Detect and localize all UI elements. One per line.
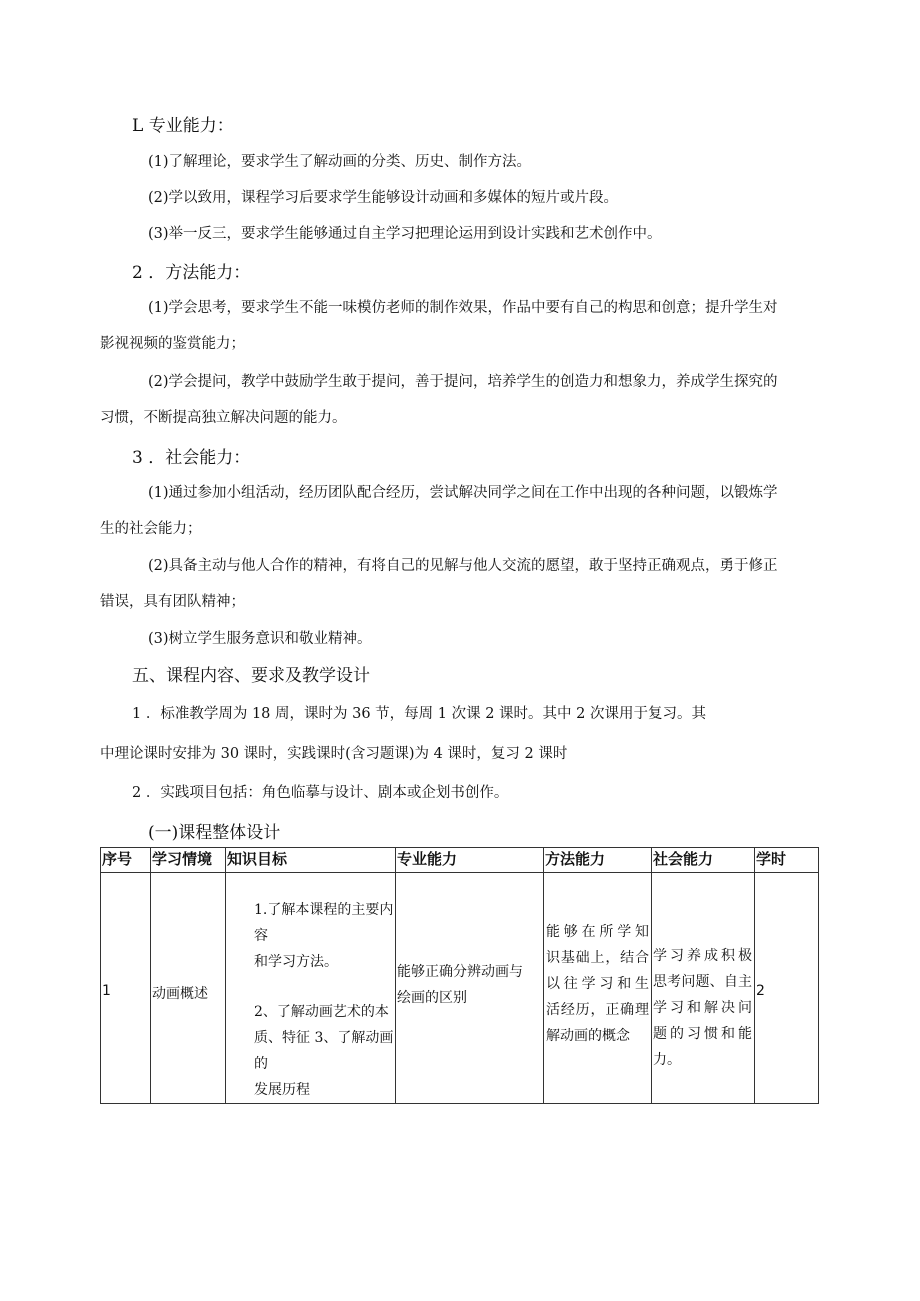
knowledge-line-5: 发展历程 — [254, 1082, 310, 1098]
method-line-3: 以往学习和生 — [546, 976, 649, 992]
professional-line-2: 绘画的区别 — [397, 990, 467, 1006]
social-line-2: 思考问题、自主 — [653, 974, 752, 990]
section-title-method: 2 ．方法能力： — [132, 263, 251, 283]
professional-item-1: (1)了解理论，要求学生了解动画的分类、历史、制作方法。 — [148, 154, 532, 170]
cell-hours-text: 2 — [756, 983, 765, 999]
cell-no-text: 1 — [102, 983, 111, 999]
social-line-1: 学习养成积极 — [653, 948, 752, 964]
table-row — [101, 873, 819, 1104]
course-design-subtitle: (一)课程整体设计 — [148, 823, 281, 843]
cell-method — [544, 873, 652, 1104]
header-cell-professional: 专业能力 — [396, 848, 544, 873]
knowledge-line-3: 2、了解动画艺术的本 — [254, 1004, 389, 1020]
table-header-row — [101, 848, 819, 873]
method-item-1-line-2: 影视视频的鉴赏能力； — [100, 336, 245, 352]
header-cell-no: 序号 — [101, 848, 151, 873]
social-item-1-line-1: (1)通过参加小组活动，经历团队配合经历，尝试解决同学之间在工作中出现的各种问题，以锻炼学 — [148, 485, 778, 501]
section-title-professional: L 专业能力： — [132, 116, 234, 136]
professional-item-2: (2)学以致用，课程学习后要求学生能够设计动画和多媒体的短片或片段。 — [148, 190, 619, 206]
social-line-3: 学习和解决问 — [653, 1000, 752, 1016]
knowledge-line-1: 1.了解本课程的主要内容 — [254, 902, 394, 944]
social-item-2-line-2: 错误，具有团队精神； — [100, 594, 245, 610]
cell-no — [101, 873, 151, 1104]
section-five-p1-line-1: 1 ．标准教学周为 18 周，课时为 36 节，每周 1 次课 2 课时。其中 2 次课用于复习。其 — [132, 706, 707, 722]
knowledge-line-4: 质、特征 3、了解动画的 — [254, 1030, 394, 1072]
cell-situation — [151, 873, 226, 1104]
social-line-5: 力。 — [653, 1052, 681, 1068]
section-five-p1-line-2: 中理论课时安排为 30 课时，实践课时(含习题课)为 4 课时，复习 2 课时 — [100, 746, 568, 762]
header-cell-method: 方法能力 — [544, 848, 652, 873]
method-line-2: 识基础上，结合 — [546, 950, 649, 966]
cell-hours — [755, 873, 819, 1104]
cell-professional — [396, 873, 544, 1104]
knowledge-line-2: 和学习方法。 — [254, 954, 338, 970]
professional-item-3: (3)举一反三，要求学生能够通过自主学习把理论运用到设计实践和艺术创作中。 — [148, 226, 662, 242]
header-cell-social: 社会能力 — [652, 848, 755, 873]
method-item-2-line-1: (2)学会提问，教学中鼓励学生敢于提问，善于提问，培养学生的创造力和想象力，养成学生探究的 — [148, 374, 778, 390]
header-cell-hours: 学时 — [755, 848, 819, 873]
course-design-table — [100, 847, 819, 1104]
cell-social — [652, 873, 755, 1104]
header-cell-knowledge: 知识目标 — [226, 848, 396, 873]
cell-situation-text: 动画概述 — [152, 986, 208, 1002]
header-cell-situation: 学习情境 — [151, 848, 226, 873]
method-line-4: 活经历，正确理 — [546, 1002, 649, 1018]
method-line-1: 能够在所学知 — [546, 924, 649, 940]
professional-line-1: 能够正确分辨动画与 — [397, 964, 523, 980]
social-line-4: 题的习惯和能 — [653, 1026, 752, 1042]
social-item-2-line-1: (2)具备主动与他人合作的精神，有将自己的见解与他人交流的愿望，敢于坚持正确观点，勇于修正 — [148, 558, 778, 574]
method-line-5: 解动画的概念 — [546, 1028, 630, 1044]
method-item-1-line-1: (1)学会思考，要求学生不能一味模仿老师的制作效果，作品中要有自己的构思和创意；提升学生对 — [148, 300, 778, 316]
social-item-3: (3)树立学生服务意识和敬业精神。 — [148, 631, 372, 647]
cell-knowledge — [226, 873, 396, 1104]
method-item-2-line-2: 习惯，不断提高独立解决问题的能力。 — [100, 410, 347, 426]
section-five-p2: 2 ．实践项目包括：角色临摹与设计、剧本或企划书创作。 — [132, 785, 509, 801]
section-title-social: 3 ．社会能力： — [132, 448, 251, 468]
social-item-1-line-2: 生的社会能力； — [100, 521, 202, 537]
section-five-title: 五、课程内容、要求及教学设计 — [132, 666, 370, 686]
